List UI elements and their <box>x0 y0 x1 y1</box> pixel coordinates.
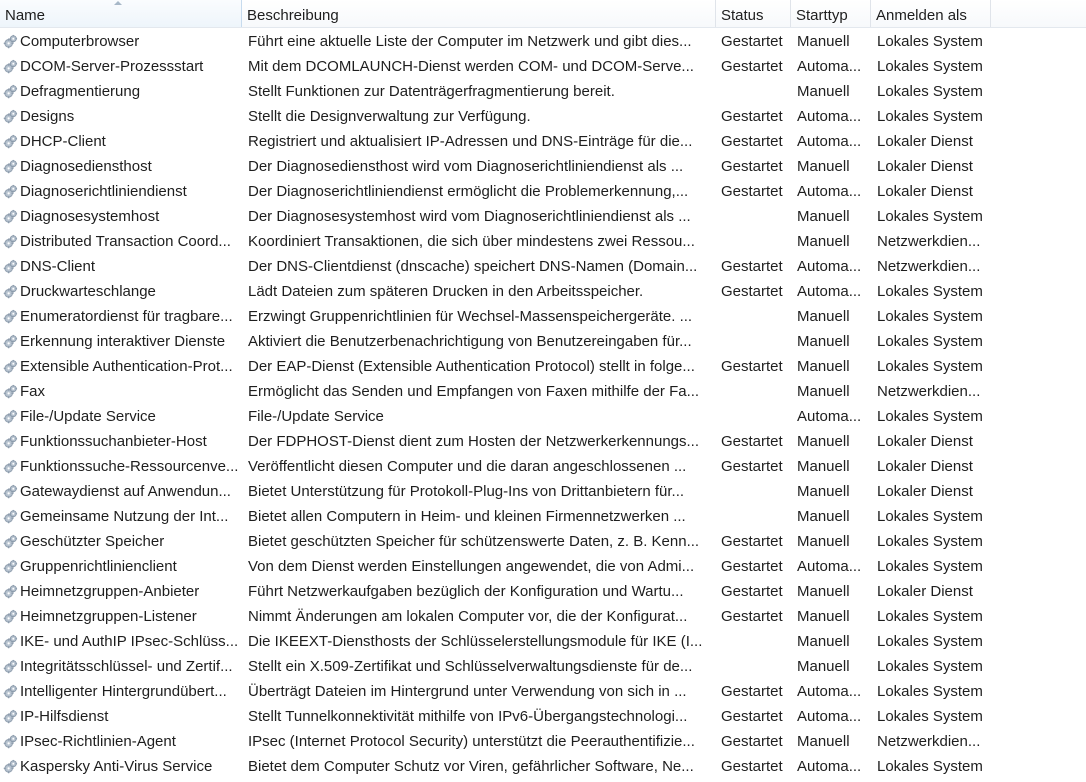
service-gear-icon <box>3 759 18 774</box>
service-name: Gemeinsame Nutzung der Int... <box>20 508 229 525</box>
service-starttype: Manuell <box>797 33 850 50</box>
service-starttype: Manuell <box>797 358 850 375</box>
service-starttype: Manuell <box>797 658 850 675</box>
service-starttype: Manuell <box>797 583 850 600</box>
service-starttype: Manuell <box>797 233 850 250</box>
service-name: DHCP-Client <box>20 133 106 150</box>
service-name: IP-Hilfsdienst <box>20 708 109 725</box>
column-header-anmelden-als[interactable] <box>871 0 991 27</box>
service-gear-icon <box>3 209 18 224</box>
service-description: Registriert und aktualisiert IP-Adressen und DNS-Einträge für die... <box>248 133 693 150</box>
table-row[interactable] <box>0 354 1086 379</box>
table-row[interactable] <box>0 554 1086 579</box>
table-row[interactable] <box>0 229 1086 254</box>
service-name: Gatewaydienst auf Anwendun... <box>20 483 231 500</box>
service-gear-icon <box>3 509 18 524</box>
service-status: Gestartet <box>721 733 783 750</box>
service-status: Gestartet <box>721 158 783 175</box>
service-gear-icon <box>3 134 18 149</box>
service-status <box>721 304 791 329</box>
column-header-label: Name <box>5 7 46 24</box>
service-description: Aktiviert die Benutzerbenachrichtigung von Benutzereingaben für... <box>248 333 692 350</box>
service-description: Überträgt Dateien im Hintergrund unter Verwendung von sich in ... <box>248 683 687 700</box>
sort-ascending-icon <box>114 1 122 5</box>
service-name: Enumeratordienst für tragbare... <box>20 308 233 325</box>
service-gear-icon <box>3 184 18 199</box>
table-row[interactable] <box>0 404 1086 429</box>
service-status <box>721 329 791 354</box>
table-row[interactable] <box>0 304 1086 329</box>
service-status: Gestartet <box>721 458 783 475</box>
service-starttype: Automa... <box>797 558 862 575</box>
service-starttype: Automa... <box>797 183 862 200</box>
service-logon: Lokaler Dienst <box>877 483 973 500</box>
service-description: Bietet allen Computern in Heim- und kleinen Firmennetzwerken ... <box>248 508 686 525</box>
service-starttype: Automa... <box>797 108 862 125</box>
service-description: File-/Update Service <box>248 408 384 425</box>
service-starttype: Manuell <box>797 733 850 750</box>
service-starttype: Manuell <box>797 308 850 325</box>
service-name: Integritätsschlüssel- und Zertif... <box>20 658 233 675</box>
service-gear-icon <box>3 84 18 99</box>
service-description: Stellt Funktionen zur Datenträgerfragmentierung bereit. <box>248 83 615 100</box>
service-name: Designs <box>20 108 75 125</box>
service-logon: Lokales System <box>877 408 983 425</box>
service-gear-icon <box>3 609 18 624</box>
service-logon: Lokales System <box>877 33 983 50</box>
service-gear-icon <box>3 309 18 324</box>
service-starttype: Automa... <box>797 683 862 700</box>
service-description: Nimmt Änderungen am lokalen Computer vor, die der Konfigurat... <box>248 608 688 625</box>
service-gear-icon <box>3 534 18 549</box>
service-logon: Netzwerkdien... <box>877 233 981 250</box>
table-row[interactable] <box>0 129 1086 154</box>
table-row[interactable] <box>0 204 1086 229</box>
service-starttype: Manuell <box>797 633 850 650</box>
service-logon: Lokaler Dienst <box>877 158 973 175</box>
service-status <box>721 379 791 404</box>
service-starttype: Manuell <box>797 533 850 550</box>
column-header-beschreibung[interactable] <box>242 0 716 27</box>
service-logon: Lokales System <box>877 558 983 575</box>
service-status: Gestartet <box>721 258 783 275</box>
column-header-name[interactable] <box>0 0 242 27</box>
service-name: Heimnetzgruppen-Listener <box>20 608 197 625</box>
service-name: Computerbrowser <box>20 33 140 50</box>
service-name: Defragmentierung <box>20 83 141 100</box>
service-status <box>721 79 791 104</box>
table-row[interactable] <box>0 679 1086 704</box>
service-name: IKE- und AuthIP IPsec-Schlüss... <box>20 633 239 650</box>
service-status: Gestartet <box>721 33 783 50</box>
service-gear-icon <box>3 684 18 699</box>
column-header-bar <box>0 0 1086 28</box>
service-starttype: Manuell <box>797 333 850 350</box>
service-gear-icon <box>3 584 18 599</box>
service-description: Stellt die Designverwaltung zur Verfügung. <box>248 108 531 125</box>
service-gear-icon <box>3 709 18 724</box>
service-name: Fax <box>20 383 46 400</box>
service-name: DCOM-Server-Prozessstart <box>20 58 204 75</box>
service-description: Veröffentlicht diesen Computer und die daran angeschlossenen ... <box>248 458 687 475</box>
table-row[interactable] <box>0 154 1086 179</box>
service-name: Geschützter Speicher <box>20 533 165 550</box>
service-logon: Netzwerkdien... <box>877 258 981 275</box>
service-logon: Lokaler Dienst <box>877 133 973 150</box>
service-gear-icon <box>3 109 18 124</box>
service-starttype: Manuell <box>797 83 850 100</box>
service-name: Erkennung interaktiver Dienste <box>20 333 226 350</box>
service-logon: Netzwerkdien... <box>877 733 981 750</box>
table-row[interactable] <box>0 329 1086 354</box>
service-logon: Lokales System <box>877 58 983 75</box>
service-description: Koordiniert Transaktionen, die sich über mindestens zwei Ressou... <box>248 233 695 250</box>
service-description: Der Diagnoserichtliniendienst ermöglicht die Problemerkennung,... <box>248 183 689 200</box>
service-starttype: Automa... <box>797 758 862 775</box>
service-name: Diagnoserichtliniendienst <box>20 183 187 200</box>
table-row[interactable] <box>0 504 1086 529</box>
service-description: Bietet dem Computer Schutz vor Viren, gefährlicher Software, Ne... <box>248 758 694 775</box>
service-starttype: Manuell <box>797 158 850 175</box>
service-logon: Lokales System <box>877 608 983 625</box>
service-status: Gestartet <box>721 708 783 725</box>
service-status <box>721 629 791 654</box>
column-header-label: Beschreibung <box>247 7 339 24</box>
service-description: Lädt Dateien zum späteren Drucken in den Arbeitsspeicher. <box>248 283 644 300</box>
service-gear-icon <box>3 284 18 299</box>
service-description: Führt Netzwerkaufgaben bezüglich der Konfiguration und Wartu... <box>248 583 684 600</box>
service-starttype: Automa... <box>797 133 862 150</box>
table-row[interactable] <box>0 279 1086 304</box>
service-name: File-/Update Service <box>20 408 156 425</box>
service-gear-icon <box>3 409 18 424</box>
table-row[interactable] <box>0 254 1086 279</box>
service-description: Bietet Unterstützung für Protokoll-Plug-Ins von Drittanbietern für... <box>248 483 685 500</box>
service-logon: Lokales System <box>877 333 983 350</box>
service-status: Gestartet <box>721 558 783 575</box>
service-description: Stellt ein X.509-Zertifikat und Schlüsselverwaltungsdienste für de... <box>248 658 693 675</box>
service-logon: Lokales System <box>877 633 983 650</box>
service-name: DNS-Client <box>20 258 96 275</box>
table-row[interactable] <box>0 104 1086 129</box>
service-gear-icon <box>3 234 18 249</box>
table-row[interactable] <box>0 429 1086 454</box>
service-logon: Lokaler Dienst <box>877 183 973 200</box>
service-description: Mit dem DCOMLAUNCH-Dienst werden COM- und DCOM-Serve... <box>248 58 694 75</box>
service-logon: Lokales System <box>877 683 983 700</box>
column-header-starttyp[interactable] <box>791 0 871 27</box>
service-name: Distributed Transaction Coord... <box>20 233 231 250</box>
service-gear-icon <box>3 734 18 749</box>
table-row[interactable] <box>0 729 1086 754</box>
service-gear-icon <box>3 34 18 49</box>
table-row[interactable] <box>0 629 1086 654</box>
service-status <box>721 404 791 429</box>
service-starttype: Manuell <box>797 508 850 525</box>
service-name: Funktionssuchanbieter-Host <box>20 433 207 450</box>
service-name: Funktionssuche-Ressourcenve... <box>20 458 239 475</box>
service-gear-icon <box>3 559 18 574</box>
service-status: Gestartet <box>721 683 783 700</box>
column-header-status[interactable] <box>716 0 791 27</box>
service-status: Gestartet <box>721 133 783 150</box>
service-gear-icon <box>3 359 18 374</box>
table-row[interactable] <box>0 654 1086 679</box>
service-description: Von dem Dienst werden Einstellungen angewendet, die von Admi... <box>248 558 695 575</box>
service-name: IPsec-Richtlinien-Agent <box>20 733 176 750</box>
table-row[interactable] <box>0 379 1086 404</box>
service-description: Bietet geschützten Speicher für schützenswerte Daten, z. B. Kenn... <box>248 533 700 550</box>
service-description: Der EAP-Dienst (Extensible Authentication Protocol) stellt in folge... <box>248 358 695 375</box>
table-row[interactable] <box>0 704 1086 729</box>
service-status <box>721 204 791 229</box>
service-status <box>721 479 791 504</box>
service-status: Gestartet <box>721 358 783 375</box>
service-name: Kaspersky Anti-Virus Service <box>20 758 213 775</box>
service-starttype: Manuell <box>797 208 850 225</box>
service-logon: Lokales System <box>877 83 983 100</box>
service-starttype: Automa... <box>797 408 862 425</box>
service-logon: Lokales System <box>877 308 983 325</box>
service-name: Diagnosesystemhost <box>20 208 160 225</box>
service-description: Der FDPHOST-Dienst dient zum Hosten der Netzwerkerkennungs... <box>248 433 700 450</box>
service-logon: Lokales System <box>877 758 983 775</box>
table-row[interactable] <box>0 479 1086 504</box>
column-header-label: Starttyp <box>796 7 848 24</box>
table-row[interactable] <box>0 454 1086 479</box>
service-starttype: Manuell <box>797 483 850 500</box>
column-header-label: Anmelden als <box>876 7 967 24</box>
service-logon: Lokales System <box>877 533 983 550</box>
service-status: Gestartet <box>721 58 783 75</box>
service-status <box>721 654 791 679</box>
service-status: Gestartet <box>721 108 783 125</box>
service-gear-icon <box>3 459 18 474</box>
service-starttype: Manuell <box>797 458 850 475</box>
service-logon: Lokaler Dienst <box>877 458 973 475</box>
table-row[interactable] <box>0 79 1086 104</box>
service-description: Der Diagnosediensthost wird vom Diagnoserichtliniendienst als ... <box>248 158 684 175</box>
service-logon: Lokaler Dienst <box>877 583 973 600</box>
service-starttype: Automa... <box>797 58 862 75</box>
service-description: Die IKEEXT-Diensthosts der Schlüsselerstellungsmodule für IKE (I... <box>248 633 703 650</box>
column-header-label: Status <box>721 7 764 24</box>
service-logon: Lokaler Dienst <box>877 433 973 450</box>
service-status: Gestartet <box>721 533 783 550</box>
service-status <box>721 229 791 254</box>
service-status: Gestartet <box>721 283 783 300</box>
service-gear-icon <box>3 334 18 349</box>
service-logon: Lokales System <box>877 658 983 675</box>
service-starttype: Automa... <box>797 283 862 300</box>
service-name: Druckwarteschlange <box>20 283 156 300</box>
service-status: Gestartet <box>721 583 783 600</box>
service-name: Gruppenrichtlinienclient <box>20 558 177 575</box>
service-logon: Lokales System <box>877 708 983 725</box>
table-row[interactable] <box>0 754 1086 779</box>
service-description: IPsec (Internet Protocol Security) unterstützt die Peerauthentifizie... <box>248 733 695 750</box>
service-starttype: Manuell <box>797 383 850 400</box>
service-name: Heimnetzgruppen-Anbieter <box>20 583 200 600</box>
service-description: Führt eine aktuelle Liste der Computer im Netzwerk und gibt dies... <box>248 33 692 50</box>
table-row[interactable] <box>0 54 1086 79</box>
service-starttype: Automa... <box>797 708 862 725</box>
service-status: Gestartet <box>721 608 783 625</box>
service-gear-icon <box>3 159 18 174</box>
service-logon: Lokales System <box>877 358 983 375</box>
service-gear-icon <box>3 659 18 674</box>
service-gear-icon <box>3 484 18 499</box>
service-gear-icon <box>3 59 18 74</box>
service-name: Intelligenter Hintergrundübert... <box>20 683 227 700</box>
table-row[interactable] <box>0 604 1086 629</box>
service-logon: Lokales System <box>877 208 983 225</box>
table-row[interactable] <box>0 579 1086 604</box>
service-description: Stellt Tunnelkonnektivität mithilfe von IPv6-Übergangstechnologi... <box>248 708 688 725</box>
table-row[interactable] <box>0 29 1086 54</box>
service-gear-icon <box>3 434 18 449</box>
table-row[interactable] <box>0 179 1086 204</box>
service-logon: Netzwerkdien... <box>877 383 981 400</box>
services-list <box>0 29 1086 779</box>
service-status <box>721 504 791 529</box>
service-logon: Lokales System <box>877 108 983 125</box>
service-description: Erzwingt Gruppenrichtlinien für Wechsel-Massenspeichergeräte. ... <box>248 308 693 325</box>
service-starttype: Manuell <box>797 433 850 450</box>
service-description: Der Diagnosesystemhost wird vom Diagnoserichtliniendienst als ... <box>248 208 691 225</box>
service-gear-icon <box>3 384 18 399</box>
service-logon: Lokales System <box>877 508 983 525</box>
service-status: Gestartet <box>721 183 783 200</box>
service-description: Ermöglicht das Senden und Empfangen von Faxen mithilfe der Fa... <box>248 383 700 400</box>
service-logon: Lokales System <box>877 283 983 300</box>
service-starttype: Manuell <box>797 608 850 625</box>
service-name: Diagnosediensthost <box>20 158 152 175</box>
service-status: Gestartet <box>721 433 783 450</box>
service-gear-icon <box>3 634 18 649</box>
service-gear-icon <box>3 259 18 274</box>
service-description: Der DNS-Clientdienst (dnscache) speichert DNS-Namen (Domain... <box>248 258 698 275</box>
service-starttype: Automa... <box>797 258 862 275</box>
service-status: Gestartet <box>721 758 783 775</box>
service-name: Extensible Authentication-Prot... <box>20 358 233 375</box>
table-row[interactable] <box>0 529 1086 554</box>
